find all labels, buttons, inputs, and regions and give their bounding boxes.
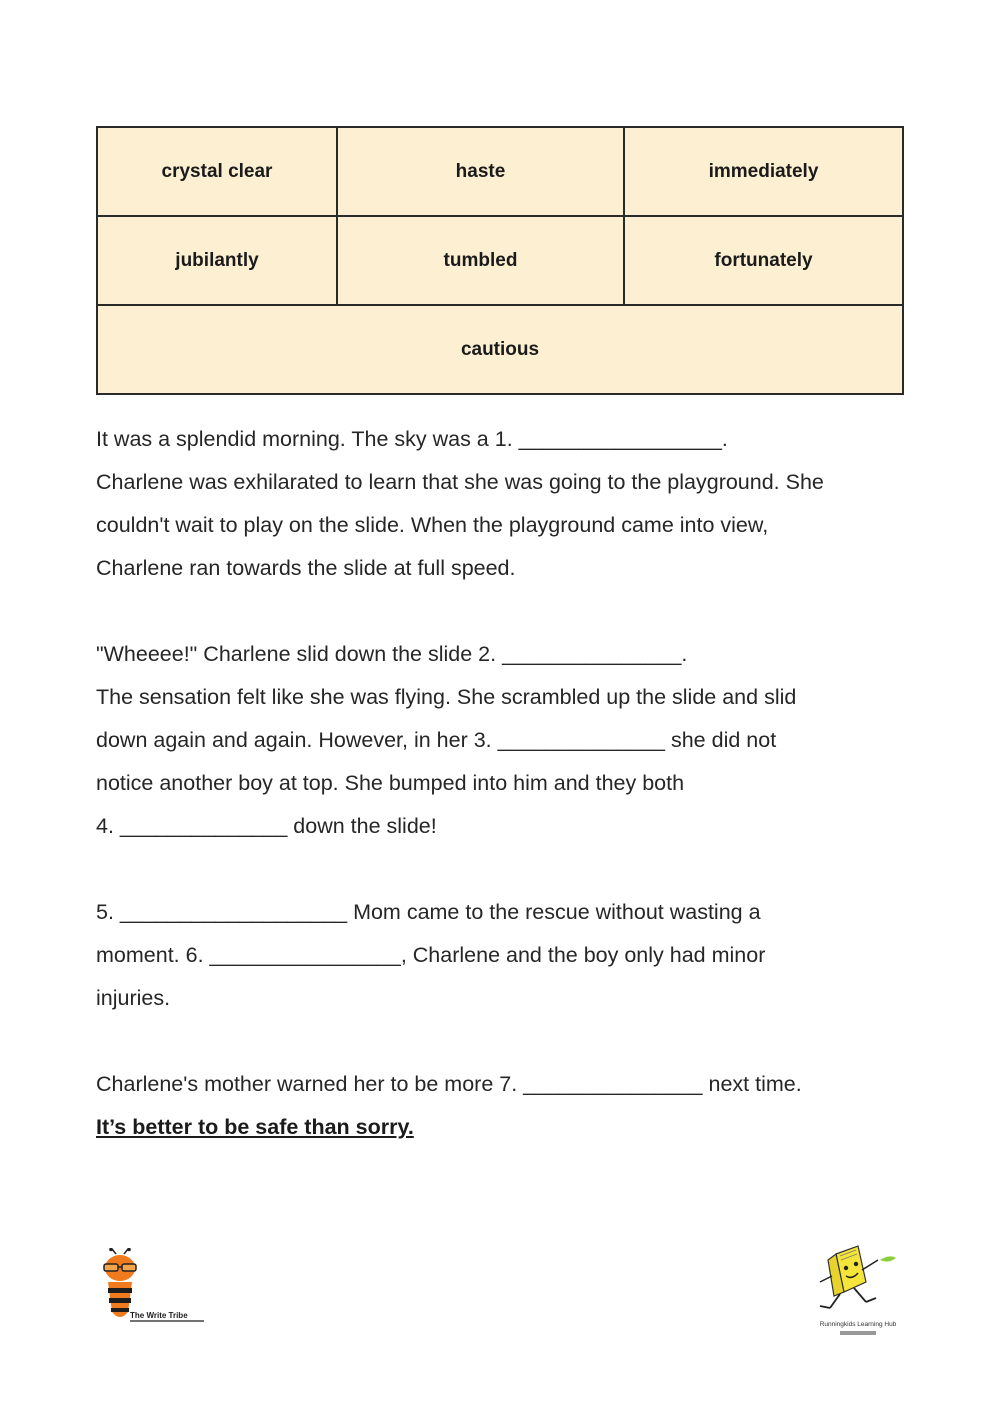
- paragraph-gap: [96, 1020, 916, 1063]
- story-line: moment. 6. ________________, Charlene and the boy only had minor: [96, 943, 766, 967]
- story-line: It was a splendid morning. The sky was a 1. _________________.: [96, 427, 728, 451]
- story-line: "Wheeee!" Charlene slid down the slide 2. _______________.: [96, 642, 688, 666]
- story-line: 5. ___________________ Mom came to the rescue without wasting a: [96, 900, 761, 924]
- word-cell: immediately: [624, 127, 903, 216]
- hub-logo-text: Runningkids Learning Hub: [819, 1321, 897, 1328]
- word-cell: jubilantly: [97, 216, 337, 305]
- story-line: Charlene was exhilarated to learn that she was going to the playground. She: [96, 470, 824, 494]
- write-tribe-bee-logo: [96, 1248, 208, 1328]
- story-text: [96, 418, 916, 1149]
- word-cell: crystal clear: [97, 127, 337, 216]
- story-line: down again and again. However, in her 3. ______________ she did not: [96, 728, 777, 752]
- story-line: notice another boy at top. She bumped into him and they both: [96, 771, 685, 795]
- moral-line: It’s better to be safe than sorry.: [96, 1115, 414, 1139]
- word-cell: haste: [337, 127, 624, 216]
- paragraph-gap: [96, 590, 916, 633]
- paragraph-gap: [96, 848, 916, 891]
- story-line: couldn't wait to play on the slide. When the playground came into view,: [96, 513, 769, 537]
- word-cell: tumbled: [337, 216, 624, 305]
- story-line: Charlene ran towards the slide at full speed.: [96, 556, 516, 580]
- word-bank-row: [97, 216, 903, 305]
- word-bank-row: [97, 305, 903, 394]
- word-cell: cautious: [97, 305, 903, 394]
- story-line: The sensation felt like she was flying. She scrambled up the slide and slid: [96, 685, 797, 709]
- word-bank-row: [97, 127, 903, 216]
- hub-logo-subtext-mark: [840, 1331, 876, 1335]
- story-line: injuries.: [96, 986, 171, 1010]
- story-line: Charlene's mother warned her to be more 7. _______________ next time.: [96, 1072, 802, 1096]
- word-bank-table: [96, 126, 904, 395]
- bee-logo-text: The Write Tribe: [130, 1311, 188, 1320]
- story-line: 4. ______________ down the slide!: [96, 814, 437, 838]
- learning-hub-book-logo: [806, 1242, 910, 1346]
- word-cell: fortunately: [624, 216, 903, 305]
